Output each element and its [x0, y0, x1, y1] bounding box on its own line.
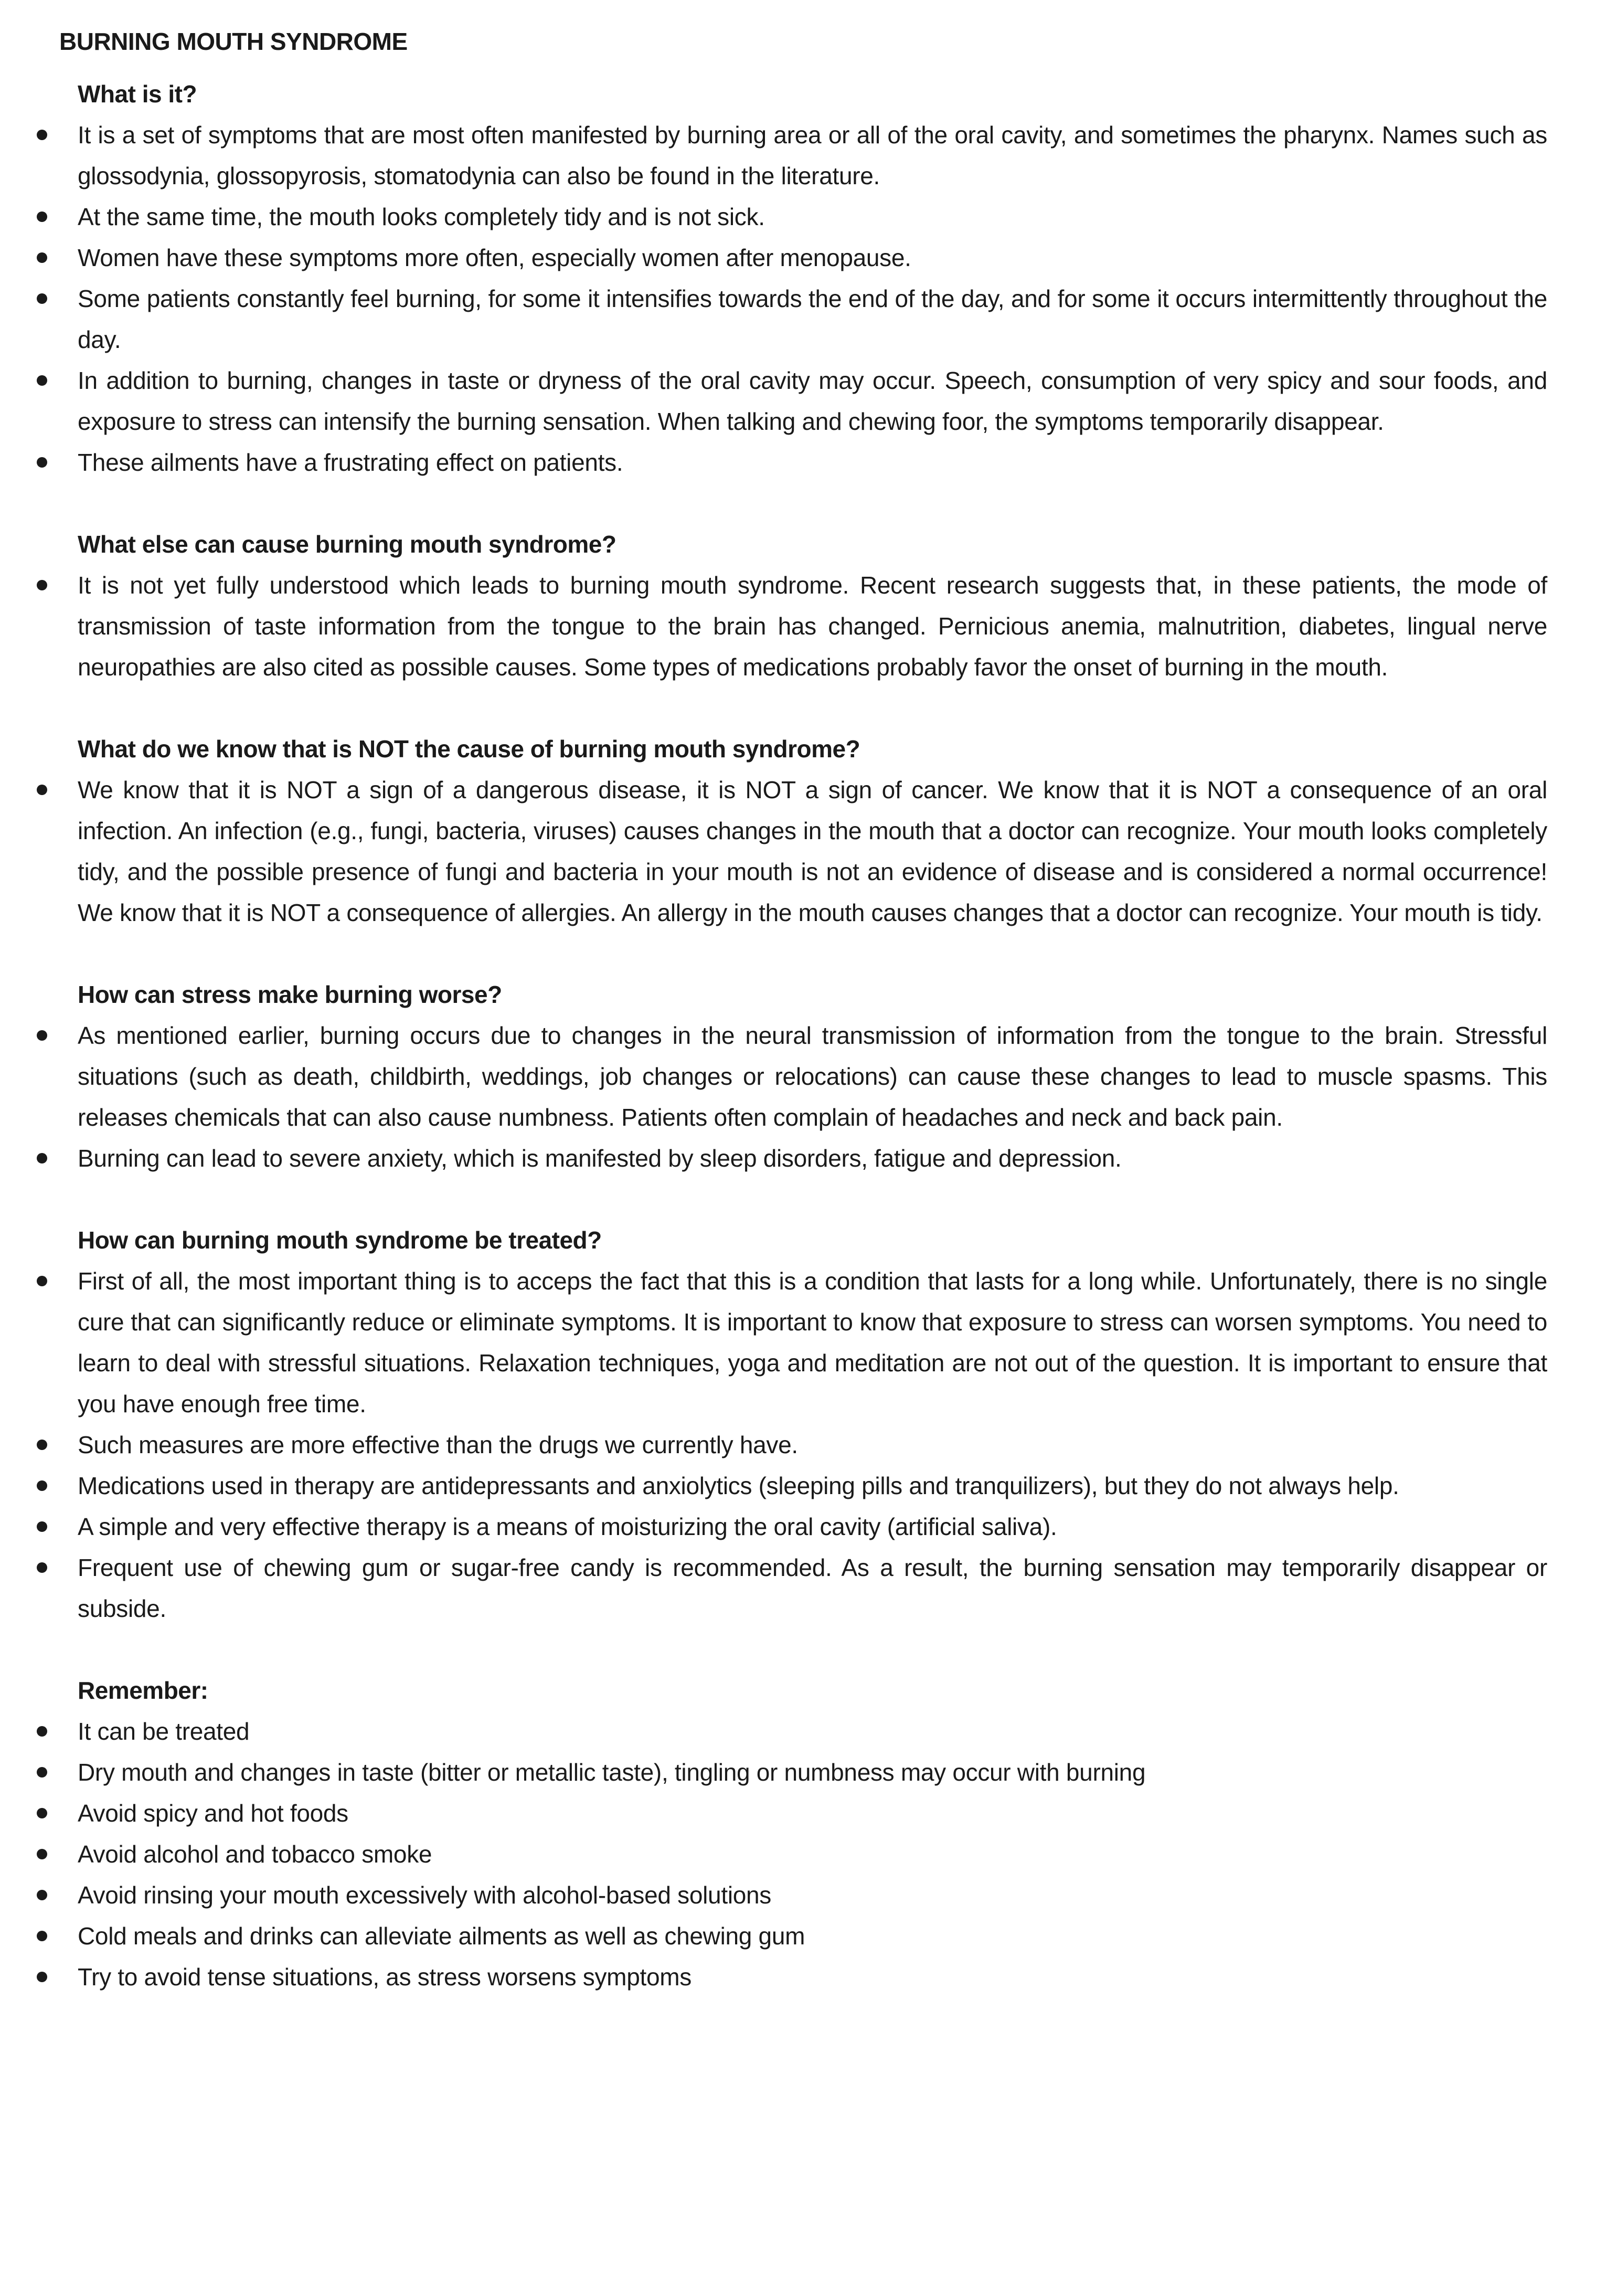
list-item: Medications used in therapy are antidepressants and anxiolytics (sleeping pills and tranquilizers), but they do not always help.: [0, 1465, 1606, 1506]
bullet-icon: [37, 130, 47, 140]
bullet-icon: [37, 1153, 47, 1163]
bullet-list: [0, 565, 1606, 687]
list-item: It is a set of symptoms that are most often manifested by burning area or all of the oral cavity, and sometimes the pharynx. Names such as glossodynia, glossopyrosis, stomatodynia can also be found in the literature.: [0, 114, 1606, 196]
section-what-is-it: [0, 73, 1606, 483]
bullet-icon: [37, 1030, 47, 1041]
bullet-icon: [37, 293, 47, 304]
list-item: Frequent use of chewing gum or sugar-free candy is recommended. As a result, the burning sensation may temporarily disappear or subside.: [0, 1547, 1606, 1629]
section-stress: [0, 974, 1606, 1179]
list-item: Some patients constantly feel burning, for some it intensifies towards the end of the day, and for some it occurs intermittently throughout the day.: [0, 278, 1606, 360]
bullet-list: [0, 114, 1606, 483]
document-body: [0, 73, 1606, 2038]
bullet-icon: [37, 1849, 47, 1859]
list-item: As mentioned earlier, burning occurs due to changes in the neural transmission of information from the tongue to the brain. Stressful situations (such as death, childbirth, weddings, job changes or relocations) can cause these changes to lead to muscle spasms. This releases chemicals that can also cause numbness. Patients often complain of headaches and neck and back pain.: [0, 1015, 1606, 1138]
list-item: At the same time, the mouth looks completely tidy and is not sick.: [0, 196, 1606, 237]
section-other-causes: [0, 524, 1606, 687]
bullet-list: [0, 1261, 1606, 1629]
bullet-icon: [37, 1931, 47, 1941]
list-item: First of all, the most important thing is to acceps the fact that this is a condition that lasts for a long while. Unfortunately, there is no single cure that can significantly reduce or eliminate symptoms. It is important to know that exposure to stress can worsen symptoms. You need to learn to deal with stressful situations. Relaxation techniques, yoga and meditation are not out of the question. It is important to ensure that you have enough free time.: [0, 1261, 1606, 1424]
bullet-list: [0, 769, 1606, 933]
list-item: Such measures are more effective than the drugs we currently have.: [0, 1424, 1606, 1465]
list-item: A simple and very effective therapy is a means of moisturizing the oral cavity (artificial saliva).: [0, 1506, 1606, 1547]
bullet-list: [0, 1015, 1606, 1179]
bullet-icon: [37, 785, 47, 795]
document-title: BURNING MOUTH SYNDROME: [59, 28, 408, 55]
section-heading: How can burning mouth syndrome be treated?: [78, 1226, 602, 1254]
list-item: It can be treated: [0, 1711, 1606, 1752]
bullet-icon: [37, 1726, 47, 1737]
list-item: Avoid spicy and hot foods: [0, 1793, 1606, 1834]
list-item: We know that it is NOT a sign of a dangerous disease, it is NOT a sign of cancer. We know that it is NOT a consequence of an oral infection. An infection (e.g., fungi, bacteria, viruses) causes changes in the mouth that a doctor can recognize. Your mouth looks completely tidy, and the possible presence of fungi and bacteria in your mouth is not an evidence of disease and is considered a normal occurrence! We know that it is NOT a consequence of allergies. An allergy in the mouth causes changes that a doctor can recognize. Your mouth is tidy.: [0, 769, 1606, 933]
section-treatment: [0, 1220, 1606, 1629]
bullet-icon: [37, 457, 47, 468]
bullet-icon: [37, 1767, 47, 1777]
list-item: Avoid alcohol and tobacco smoke: [0, 1834, 1606, 1875]
section-not-the-cause: [0, 728, 1606, 933]
bullet-icon: [37, 252, 47, 263]
bullet-icon: [37, 375, 47, 386]
bullet-icon: [37, 211, 47, 222]
list-item: These ailments have a frustrating effect on patients.: [0, 442, 1606, 483]
list-item: Avoid rinsing your mouth excessively with alcohol-based solutions: [0, 1875, 1606, 1916]
bullet-icon: [37, 1808, 47, 1818]
list-item: It is not yet fully understood which leads to burning mouth syndrome. Recent research suggests that, in these patients, the mode of transmission of taste information from the tongue to the brain has changed. Pernicious anemia, malnutrition, diabetes, lingual nerve neuropathies are also cited as possible causes. Some types of medications probably favor the onset of burning in the mouth.: [0, 565, 1606, 687]
section-remember: [0, 1670, 1606, 1997]
bullet-icon: [37, 1890, 47, 1900]
list-item: Dry mouth and changes in taste (bitter or metallic taste), tingling or numbness may occur with burning: [0, 1752, 1606, 1793]
section-heading: What else can cause burning mouth syndrome?: [78, 531, 616, 558]
list-item: Cold meals and drinks can alleviate ailments as well as chewing gum: [0, 1916, 1606, 1956]
bullet-icon: [37, 1972, 47, 1982]
bullet-icon: [37, 1562, 47, 1573]
list-item: In addition to burning, changes in taste or dryness of the oral cavity may occur. Speech, consumption of very spicy and sour foods, and exposure to stress can intensify the burning sensation. When talking and chewing foor, the symptoms temporarily disappear.: [0, 360, 1606, 442]
list-item: Burning can lead to severe anxiety, which is manifested by sleep disorders, fatigue and depression.: [0, 1138, 1606, 1179]
bullet-icon: [37, 580, 47, 590]
section-heading: How can stress make burning worse?: [78, 981, 502, 1008]
bullet-list: [0, 1711, 1606, 1997]
list-item: Try to avoid tense situations, as stress worsens symptoms: [0, 1956, 1606, 1997]
section-heading: Remember:: [78, 1677, 208, 1704]
section-heading: What do we know that is NOT the cause of burning mouth syndrome?: [78, 735, 860, 763]
bullet-icon: [37, 1521, 47, 1532]
bullet-icon: [37, 1480, 47, 1491]
list-item: Women have these symptoms more often, especially women after menopause.: [0, 237, 1606, 278]
bullet-icon: [37, 1440, 47, 1450]
section-heading: What is it?: [78, 80, 197, 108]
bullet-icon: [37, 1276, 47, 1286]
